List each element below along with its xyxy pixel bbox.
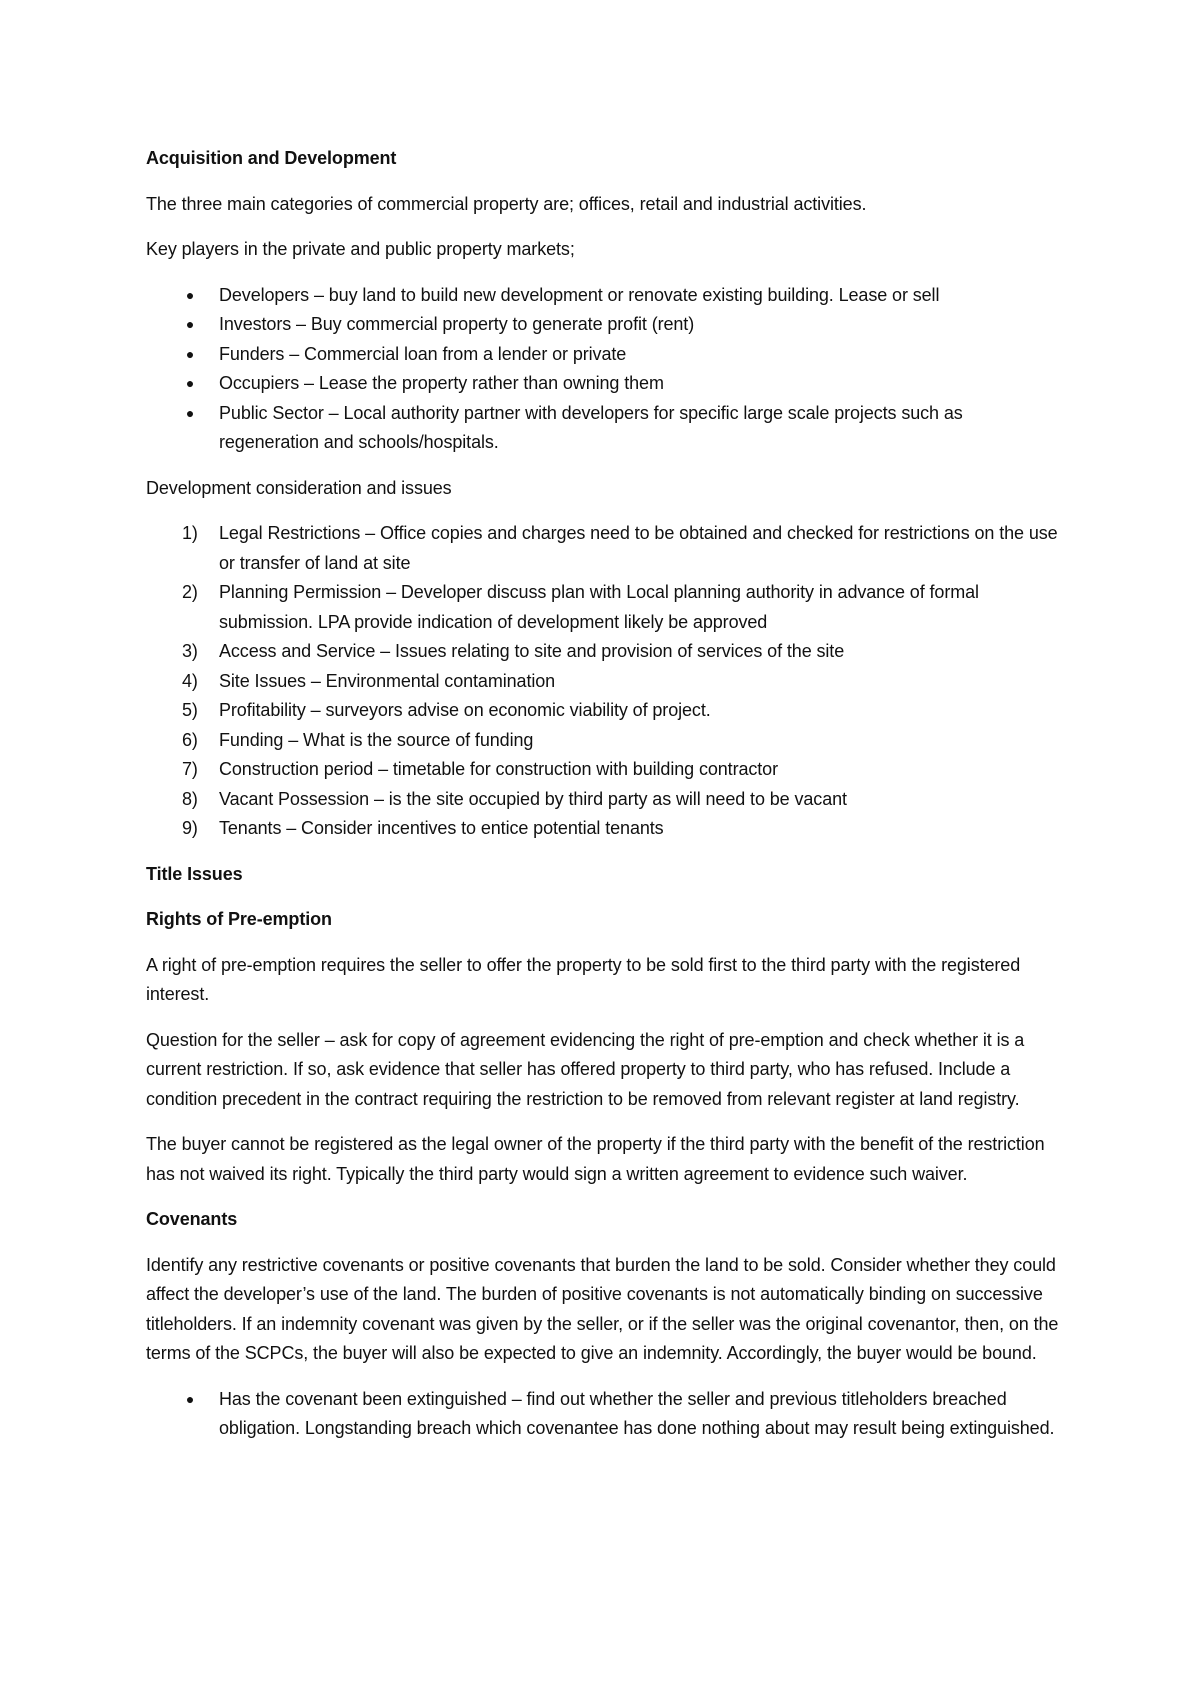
bullet-icon: ● bbox=[185, 404, 195, 421]
list-item bbox=[146, 755, 1066, 785]
list-item-text: Site Issues – Environmental contamination bbox=[219, 670, 556, 691]
bullet-icon: ● bbox=[185, 345, 195, 362]
list-number: 9) bbox=[182, 818, 198, 838]
preemption-paragraph-1: A right of pre-emption requires the seller to offer the property to be sold first to the third party with the registered interest. bbox=[146, 954, 1021, 1004]
list-item bbox=[146, 814, 1066, 844]
list-number: 7) bbox=[182, 759, 198, 779]
list-item-text: Funders – Commercial loan from a lender or private bbox=[219, 343, 627, 364]
title-issues-heading: Title Issues bbox=[146, 863, 243, 884]
covenant-bullets-list bbox=[146, 1385, 1066, 1444]
bullet-icon: ● bbox=[185, 316, 195, 332]
preemption-heading: Rights of Pre-emption bbox=[146, 909, 332, 929]
list-item-text: Developers – buy land to build new development or renovate existing building. Lease or sell bbox=[219, 284, 940, 305]
list-number: 4) bbox=[182, 670, 198, 691]
list-item-text: Vacant Possession – is the site occupied by third party as will need to be vacant bbox=[219, 788, 847, 809]
list-item-text: Planning Permission – Developer discuss plan with Local planning authority in advance of formal submission. LPA provide indication of development likely be approved bbox=[219, 582, 979, 632]
bullet-icon: ● bbox=[185, 286, 195, 303]
intro-paragraph: The three main categories of commercial property are; offices, retail and industrial activities. bbox=[146, 193, 867, 214]
key-players-list bbox=[146, 281, 1066, 458]
list-item-text: Construction period – timetable for construction with building contractor bbox=[219, 759, 778, 779]
list-item-text: Public Sector – Local authority partner with developers for specific large scale projects such as regeneration and schools/hospitals. bbox=[219, 402, 963, 452]
list-item bbox=[146, 281, 1066, 311]
list-number: 6) bbox=[182, 729, 198, 750]
list-item-text: Tenants – Consider incentives to entice potential tenants bbox=[219, 818, 664, 838]
list-item-text: Investors – Buy commercial property to generate profit (rent) bbox=[219, 314, 695, 334]
list-item-text: Occupiers – Lease the property rather than owning them bbox=[219, 373, 664, 393]
key-players-heading: Key players in the private and public property markets; bbox=[146, 239, 575, 259]
list-item bbox=[146, 519, 1066, 578]
list-item bbox=[146, 310, 1066, 340]
list-number: 3) bbox=[182, 641, 198, 661]
development-heading: Development consideration and issues bbox=[146, 477, 452, 498]
list-number: 1) bbox=[182, 523, 198, 543]
list-number: 5) bbox=[182, 700, 198, 720]
document-page bbox=[146, 144, 1066, 1460]
list-item bbox=[146, 1385, 1066, 1444]
list-item-text: Access and Service – Issues relating to site and provision of services of the site bbox=[219, 641, 845, 661]
document-title: Acquisition and Development bbox=[146, 148, 397, 168]
preemption-paragraph-2: Question for the seller – ask for copy of agreement evidencing the right of pre-emption and check whether it is a current restriction. If so, ask evidence that seller has offered property to third party, who has refused. Include a condition precedent in the contract requiring the restriction to be removed from relevant register at land registry. bbox=[146, 1029, 1025, 1109]
preemption-paragraph-3: The buyer cannot be registered as the legal owner of the property if the third party with the benefit of the restriction has not waived its right. Typically the third party would sign a written agreement to evidence such waiver. bbox=[146, 1134, 1045, 1184]
covenants-heading: Covenants bbox=[146, 1209, 238, 1229]
list-item-text: Legal Restrictions – Office copies and charges need to be obtained and checked for restrictions on the use or transfer of land at site bbox=[219, 523, 1058, 573]
list-number: 8) bbox=[182, 788, 198, 809]
list-item bbox=[146, 785, 1066, 815]
covenants-paragraph: Identify any restrictive covenants or positive covenants that burden the land to be sold. Consider whether they could affect the developer’s use of the land. The burden of positive covenants is not automatically binding on successive titleholders. If an indemnity covenant was given by the seller, or if the seller was the original covenantor, then, on the terms of the SCPCs, the buyer will also be expected to give an indemnity. Accordingly, the buyer would be bound. bbox=[146, 1254, 1059, 1363]
list-item bbox=[146, 667, 1066, 697]
list-item-text: Has the covenant been extinguished – find out whether the seller and previous titleholders breached obligation. Longstanding breach which covenantee has done nothing about may result being extinguished. bbox=[219, 1388, 1055, 1438]
list-number: 2) bbox=[182, 582, 198, 602]
list-item bbox=[146, 696, 1066, 726]
list-item bbox=[146, 340, 1066, 370]
development-issues-list bbox=[146, 519, 1066, 844]
list-item bbox=[146, 726, 1066, 756]
list-item-text: Funding – What is the source of funding bbox=[219, 729, 534, 750]
bullet-icon: ● bbox=[185, 375, 195, 391]
list-item bbox=[146, 369, 1066, 399]
list-item-text: Profitability – surveyors advise on economic viability of project. bbox=[219, 700, 711, 720]
list-item bbox=[146, 578, 1066, 637]
list-item bbox=[146, 399, 1066, 458]
list-item bbox=[146, 637, 1066, 667]
bullet-icon: ● bbox=[185, 1390, 195, 1407]
